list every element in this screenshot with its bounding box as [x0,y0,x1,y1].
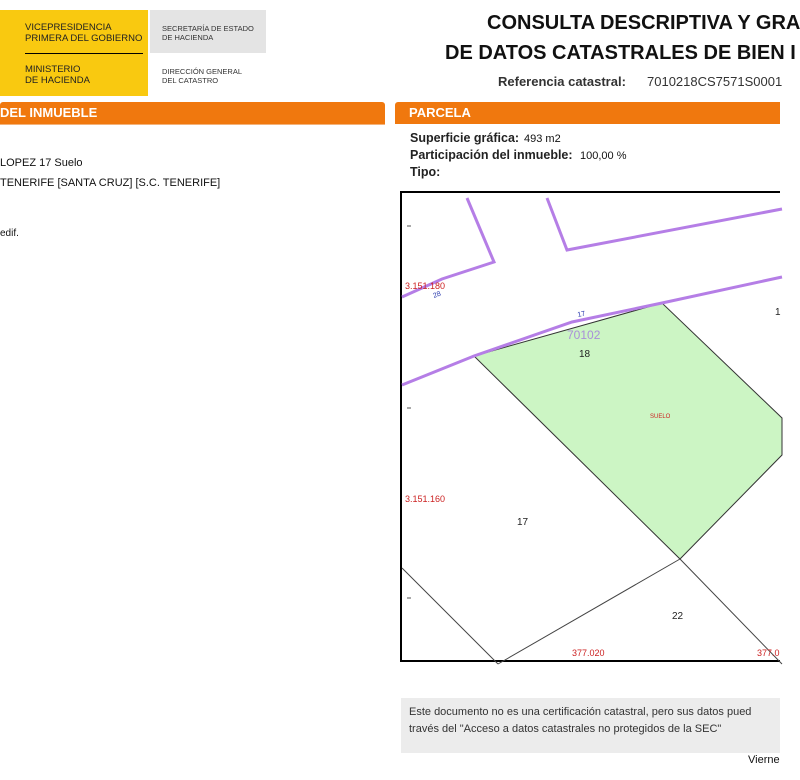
street-number-28: 28 [432,290,443,300]
participacion-label: Participación del inmueble: [410,148,573,162]
suelo-label: SUELO [650,414,671,420]
tipo-label: Tipo: [410,165,441,179]
document-title-line1: CONSULTA DESCRIPTIVA Y GRA [487,12,800,34]
inmueble-use: edif. [0,228,19,239]
parcela-section-title: PARCELA [409,105,471,120]
disclaimer-line1: Este documento no es una certificación catastral, pero sus datos pued [409,706,752,718]
document-title-line2: DE DATOS CATASTRALES DE BIEN I [445,42,796,64]
superficie-value: 493 m2 [524,133,561,145]
referencia-value: 7010218CS7571S0001 [647,74,783,89]
referencia-label: Referencia catastral: [498,74,626,89]
disclaimer-line2: través del "Acceso a datos catastrales no protegidos de la SEC" [409,723,722,735]
parcel-boundary [402,568,498,664]
coord-y2-label: 3.151.160 [405,494,446,504]
coord-x2-label: 377.0 [757,648,780,658]
block-code-label: 70102 [567,328,601,342]
participacion-value: 100,00 % [580,150,627,162]
inmueble-municipality: TENERIFE [SANTA CRUZ] [S.C. TENERIFE] [0,177,221,189]
secretaria-box: SECRETARÍA DE ESTADO DE HACIENDA [150,10,266,53]
parcel-number-22: 22 [672,611,684,622]
coord-x1-label: 377.020 [572,648,605,658]
ministerio-text: MINISTERIO DE HACIENDA [25,64,90,86]
coord-y1-label: 3.151.180 [405,281,446,291]
inmueble-address: LOPEZ 17 Suelo [0,157,83,169]
parcel-number-17: 17 [517,517,529,528]
direccion-general-text: DIRECCIÓN GENERAL DEL CATASTRO [162,67,243,85]
parcel-number-18: 18 [579,349,591,360]
parcela-section-bar [395,102,780,124]
superficie-label: Superficie gráfica: [410,131,520,145]
parcel-number-1: 1 [775,307,781,318]
inmueble-bar-underline [0,124,385,125]
street-line [547,198,782,250]
footer-date: Vierne [748,754,780,766]
logo-divider [25,53,143,54]
cadastral-map[interactable] [400,191,780,662]
inmueble-section-title: DEL INMUEBLE [0,105,98,120]
inmueble-section-bar [0,102,385,124]
disclaimer-note [401,698,780,753]
vicepresidencia-text: VICEPRESIDENCIA PRIMERA DEL GOBIERNO [25,22,143,44]
government-logo [0,10,148,96]
street-number-17: 17 [576,310,587,319]
